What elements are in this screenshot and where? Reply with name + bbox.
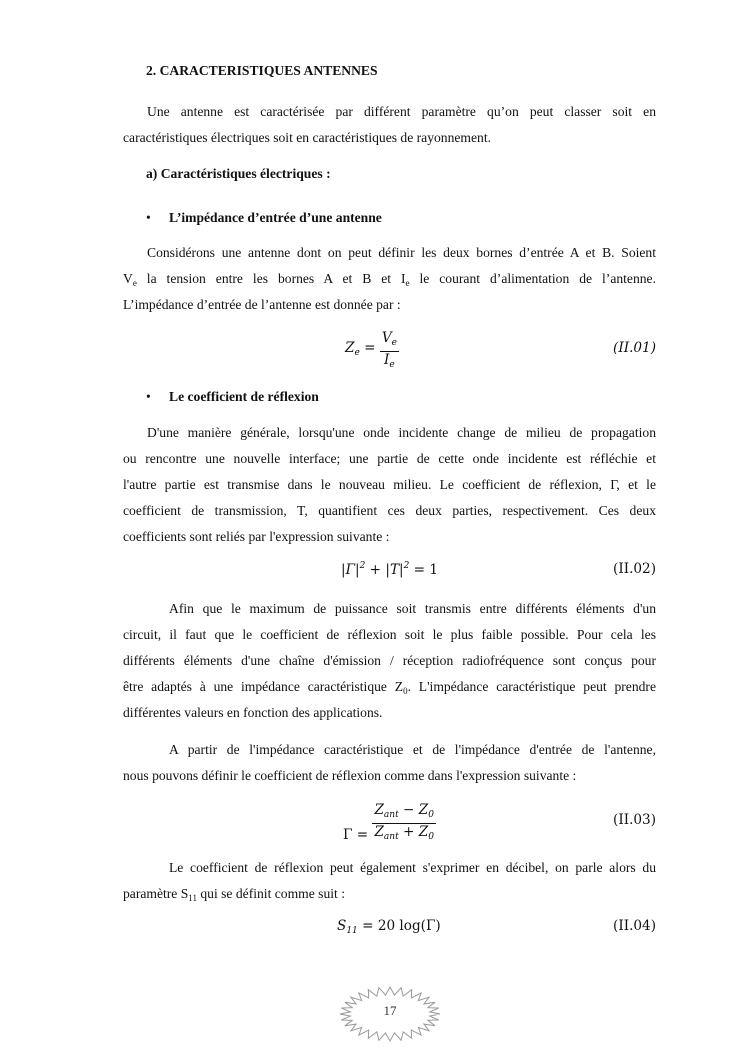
reflexion-line-2: ou rencontre une nouvelle interface; une partie de cette onde incidente est réfléchie et <box>123 451 656 466</box>
puissance-line-2: circuit, il faut que le coefficient de réflexion soit le plus faible possible. Pour cela les <box>123 627 656 642</box>
puissance-line-1: Afin que le maximum de puissance soit transmis entre différents éléments d'un <box>169 601 656 616</box>
decibel-line-2: paramètre $S_{11}$ qui se définit comme suit : <box>123 886 345 903</box>
reflexion-line-3: l'autre partie est transmise dans le nouveau milieu. Le coefficient de réflexion, Γ, et le <box>123 477 656 492</box>
partir-line-1: A partir de l'impédance caractéristique et de l'impédance d'entrée de l'antenne, <box>169 742 656 757</box>
reflexion-line-4: coefficient de transmission, T, quantifient ces deux parties, respectivement. Ces deux <box>123 503 656 518</box>
intro-line-1: Une antenne est caractérisée par différent paramètre qu’on peut classer soit en <box>147 104 656 119</box>
subsection-a-title: a) Caractéristiques électriques : <box>146 166 331 181</box>
equation-4: $S_{11} = 20$ log(Γ) (II.04) <box>337 918 656 936</box>
bullet-heading-impedance: L’impédance d’entrée d’une antenne <box>169 210 382 225</box>
impedance-line-1: Considérons une antenne dont on peut définir les deux bornes d’entrée A et B. Soient <box>147 245 656 260</box>
reflexion-line-5: coefficients sont reliés par l'expression suivante : <box>123 529 390 544</box>
decibel-line-1: Le coefficient de réflexion peut également s'exprimer en décibel, on parle alors du <box>169 860 656 875</box>
reflexion-line-1: D'une manière générale, lorsqu'une onde incidente change de milieu de propagation <box>147 425 656 440</box>
equation-3-fraction: $\frac{Z_{ant} - Z_0}{Z_{ant} + Z_0}$ <box>374 802 434 842</box>
equation-2: $|\Gamma|^2 + |T|^2 = 1$ (II.02) <box>341 561 656 578</box>
puissance-line-5: différentes valeurs en fonction des applications. <box>123 705 383 720</box>
equation-1: $Z_e$ = $\frac{V_e}{I_e}$ (II.01) <box>123 330 656 370</box>
intro-line-2: caractéristiques électriques soit en caractéristiques de rayonnement. <box>123 130 492 145</box>
bullet-heading-reflexion: Le coefficient de réflexion <box>169 389 319 404</box>
impedance-line-3: L’impédance d’entrée de l’antenne est donnée par : <box>123 297 401 312</box>
equation-3-label: (II.03) <box>613 812 656 828</box>
equation-1-fraction: $\frac{V_e}{I_e}$ <box>381 330 397 370</box>
equation-1-label: (II.01) <box>613 340 656 356</box>
bullet-icon: • <box>146 210 151 225</box>
equation-2-label: (II.02) <box>613 561 656 577</box>
partir-line-2: nous pouvons définir le coefficient de réflexion comme dans l'expression suivante : <box>123 768 577 783</box>
section-title <box>146 58 679 84</box>
page-number: 17 <box>383 1003 397 1018</box>
section-title-text: 2. CARACTERISTIQUES ANTENNES <box>146 63 378 78</box>
puissance-line-3: différents éléments d'une chaîne d'émission / réception radiofréquence sont conçus pour <box>123 653 656 668</box>
bullet-icon: • <box>146 389 151 404</box>
equation-3: Γ = $\frac{Z_{ant} - Z_0}{Z_{ant} + Z_0}$ (II.03) <box>343 802 656 843</box>
page-number-badge <box>338 985 442 1043</box>
equation-4-label: (II.04) <box>613 918 656 934</box>
impedance-line-2: $V_e$ la tension entre les bornes A et B et $I_e$ le courant d’alimentation de l’antenne. <box>123 271 656 288</box>
puissance-line-4: être adaptés à une impédance caractéristique $Z_0$. L'impédance caractéristique peut prendre <box>123 679 656 696</box>
